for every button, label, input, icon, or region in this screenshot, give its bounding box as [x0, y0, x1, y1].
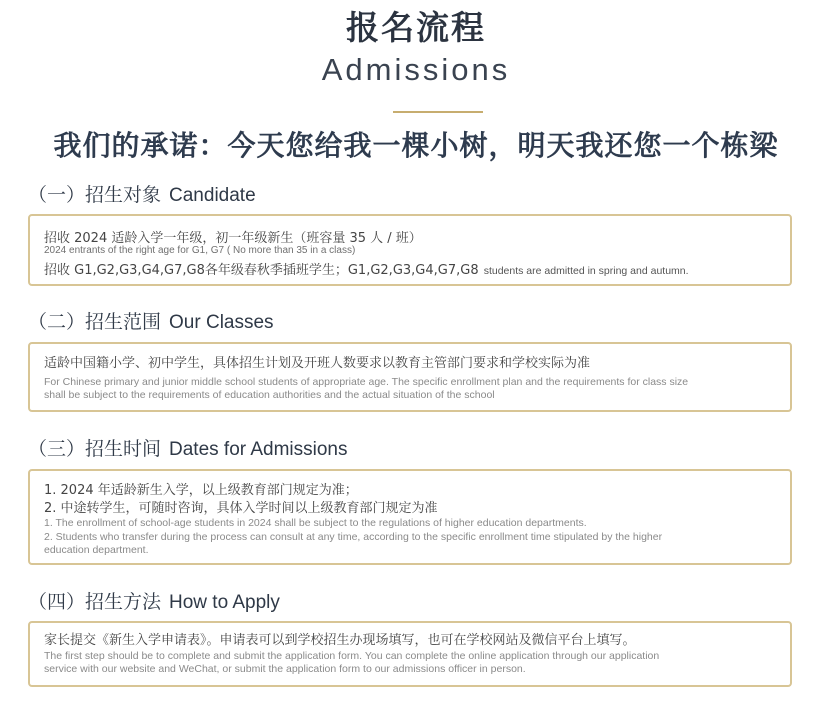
section-classes-box	[28, 342, 792, 412]
section-candidate-box	[28, 214, 792, 286]
section-dates-title-cn: （三）招生时间	[28, 438, 162, 460]
section-candidate-title	[28, 180, 256, 207]
classes-line-3: shall be subject to the requirements of education authorities and the actual situation of the school	[44, 389, 495, 401]
dates-line-5: education department.	[44, 544, 149, 556]
classes-line-1: 适龄中国籍小学、初中学生，具体招生计划及开班人数要求以教育主管部门要求和学校实际为准	[44, 356, 591, 371]
candidate-line-3-en: students are admitted in spring and autumn.	[483, 265, 689, 277]
candidate-line-3-cn: 招收 G1,G2,G3,G4,G7,G8各年级春秋季插班学生；G1,G2,G3,G4,G7,G8	[44, 263, 479, 278]
section-apply-title	[28, 587, 280, 614]
section-dates-title	[28, 434, 347, 461]
candidate-line-3	[44, 259, 689, 278]
section-candidate-title-cn: （一）招生对象	[28, 184, 162, 206]
section-apply-box	[28, 621, 792, 687]
section-apply-title-en: How to Apply	[169, 592, 280, 613]
candidate-line-1: 招收 2024 适龄入学一年级，初一年级新生（班容量 35 人 / 班）	[44, 231, 422, 246]
dates-line-3: 1. The enrollment of school-age students in 2024 shall be subject to the regulations of higher education departments.	[44, 517, 587, 529]
title-divider	[393, 111, 483, 113]
section-apply-title-cn: （四）招生方法	[28, 591, 162, 613]
apply-line-3: service with our website and WeChat, or submit the application form to our admissions officer in person.	[44, 663, 526, 675]
slogan: 我们的承诺：今天您给我一棵小树，明天我还您一个栋梁	[53, 129, 779, 162]
section-dates-box	[28, 469, 792, 565]
section-classes-title	[28, 307, 274, 334]
section-candidate-title-en: Candidate	[169, 185, 256, 206]
apply-line-1: 家长提交《新生入学申请表》。申请表可以到学校招生办现场填写，也可在学校网站及微信平台上填写。	[44, 633, 636, 648]
page-title-en: Admissions	[321, 52, 511, 87]
classes-line-2: For Chinese primary and junior middle school students of appropriate age. The specific enrollment plan and the requirements for class size	[44, 376, 689, 388]
candidate-line-2: 2024 entrants of the right age for G1, G7 ( No more than 35 in a class)	[44, 245, 356, 256]
section-classes-title-cn: （二）招生范围	[28, 311, 162, 333]
apply-line-2: The first step should be to complete and submit the application form. You can complete the online application through our application	[44, 650, 660, 662]
dates-line-4: 2. Students who transfer during the process can consult at any time, according to the specific enrollment time stipulated by the higher	[44, 531, 663, 543]
dates-line-1: 1. 2024 年适龄新生入学，以上级教育部门规定为准；	[44, 483, 358, 498]
page-title-cn: 报名流程	[346, 8, 486, 47]
section-dates-title-en: Dates for Admissions	[169, 439, 348, 460]
dates-line-2: 2. 中途转学生，可随时咨询，具体入学时间以上级教育部门规定为准	[44, 501, 438, 516]
section-classes-title-en: Our Classes	[169, 312, 274, 333]
